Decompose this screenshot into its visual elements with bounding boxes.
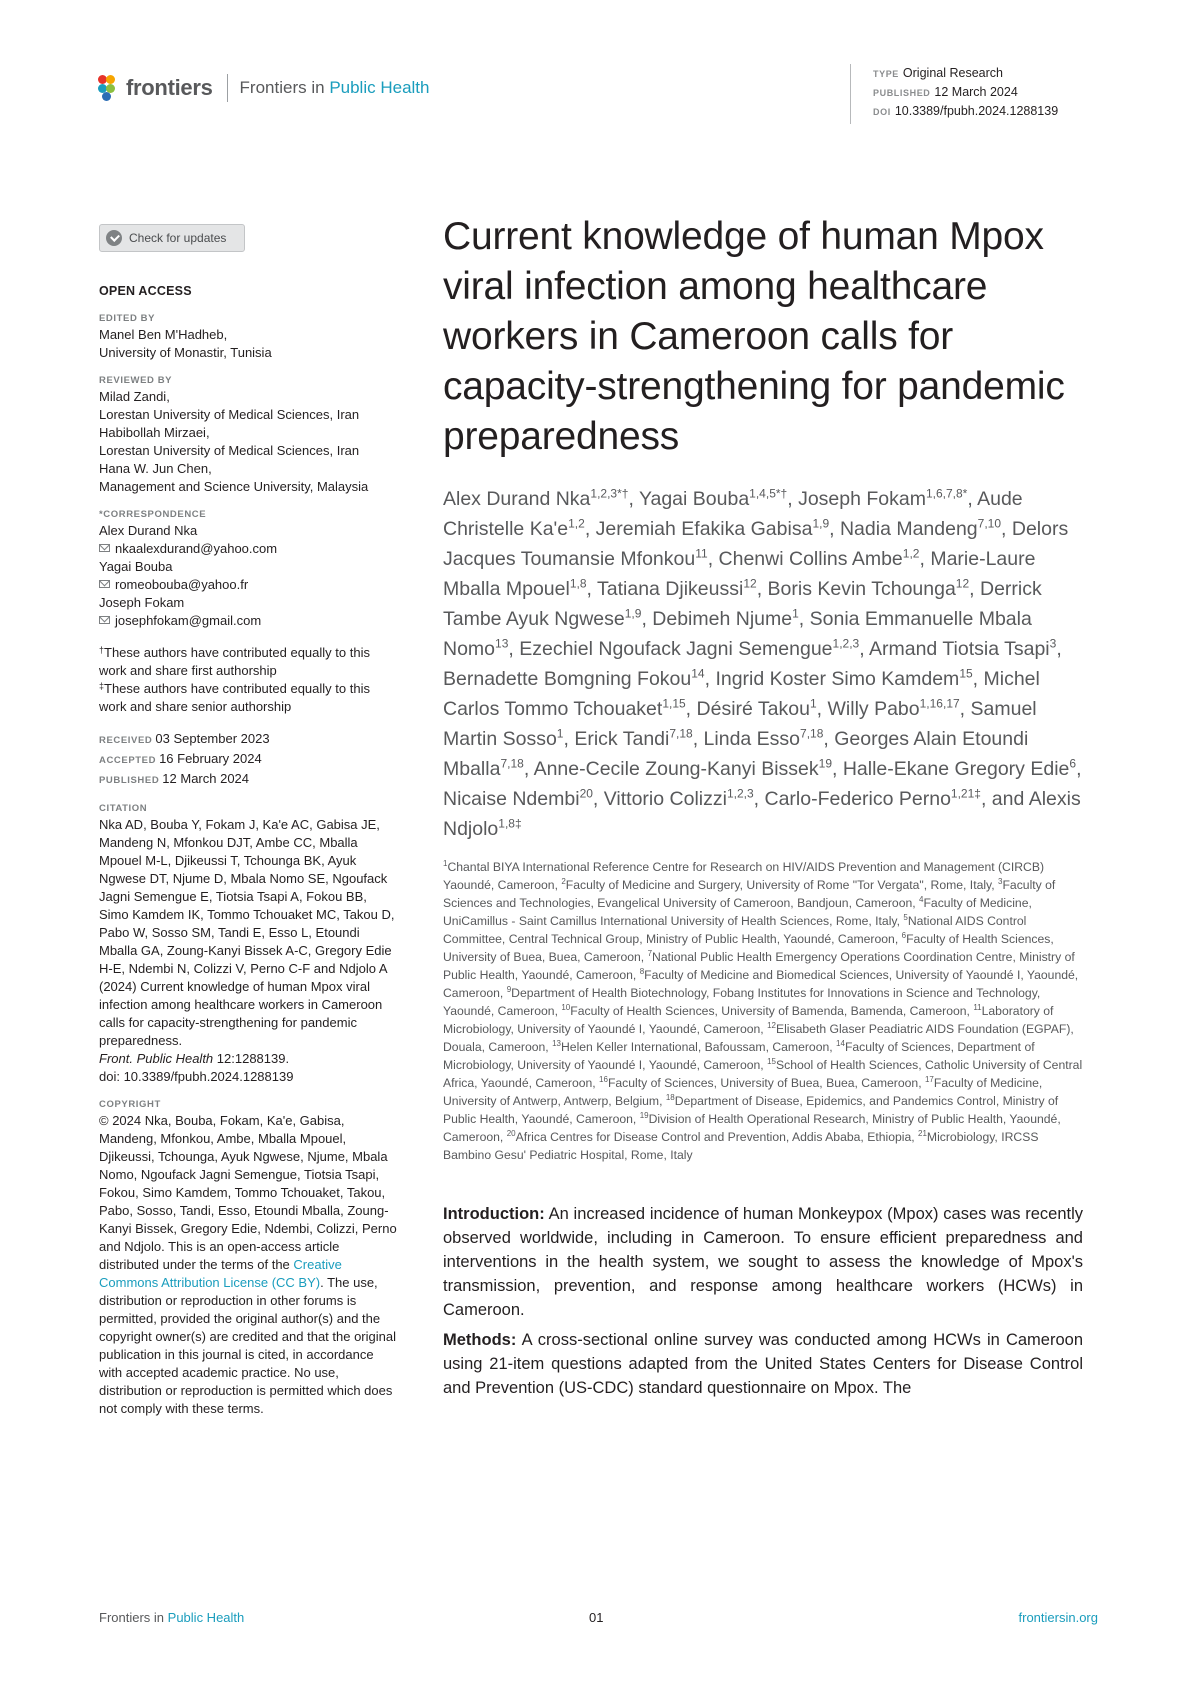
- affiliation-number: 16: [599, 1074, 608, 1084]
- author-affiliation-marker: 1,9: [812, 516, 830, 531]
- affiliation-text: Chantal BIYA International Reference Centre for Research on HIV/AIDS Prevention and Management (CIRCB) Yaoundé, Cameroon,: [443, 860, 1045, 892]
- author-affiliation-marker: 1,8: [569, 576, 587, 591]
- affiliation-number: 2: [561, 876, 566, 886]
- author-affiliation-marker: 13: [495, 636, 509, 651]
- meta-type: TYPE Original Research: [873, 66, 1003, 80]
- author-name[interactable]: Samuel Martin Sosso: [443, 698, 1037, 750]
- author-affiliation-marker: 1: [556, 726, 564, 741]
- copyright-label: COPYRIGHT: [99, 1099, 161, 1110]
- author-name[interactable]: Georges Alain Etoundi Mballa: [443, 728, 1029, 780]
- affiliation-text: School of Health Sciences, Catholic University of Central Africa, Yaoundé, Cameroon,: [443, 1058, 1083, 1090]
- author-name[interactable]: Anne-Cecile Zoung-Kanyi Bissek: [533, 758, 819, 780]
- author-notes: †These authors have contributed equally to this work and share first authorship ‡These authors have contributed equally to this work and share senior authorship: [99, 645, 370, 714]
- affiliation-text: Faculty of Medicine and Biomedical Sciences, University of Yaoundé I, Yaoundé, Cameroon,: [443, 968, 1079, 1000]
- author-affiliation-marker: 1,2,3: [832, 636, 860, 651]
- affiliation-number: 18: [665, 1092, 675, 1102]
- check-icon: [106, 230, 122, 246]
- affiliation-text: Division of Health Operational Research, Ministry of Public Health, Yaoundé, Cameroon,: [443, 1112, 1061, 1144]
- author-name[interactable]: Carlo-Federico Perno: [764, 788, 951, 810]
- affiliation-number: 14: [836, 1038, 845, 1048]
- affiliation-text: Africa Centres for Disease Control and Prevention, Addis Ababa, Ethiopia,: [515, 1130, 919, 1144]
- affiliation-number: 17: [924, 1074, 934, 1084]
- author-affiliation-marker: 12: [955, 576, 970, 591]
- author-affiliation-marker: 1,2,3: [726, 786, 754, 801]
- abstract: [443, 1202, 1083, 1400]
- mail-icon: [99, 580, 110, 588]
- reviewed-by-label: REVIEWED BY: [99, 375, 173, 386]
- author-name[interactable]: Erick Tandi: [574, 728, 670, 750]
- journal-name[interactable]: [240, 78, 430, 98]
- affiliation-text: National AIDS Control Committee, Central Technical Group, Ministry of Public Health, Yaoundé, Cameroon,: [443, 914, 1027, 946]
- logo-divider: [227, 74, 228, 102]
- affiliation-text: Faculty of Medicine, UniCamillus - Saint Camillus International University of Health Sciences, Rome, Italy,: [443, 896, 1032, 928]
- affiliation-number: 8: [639, 966, 645, 976]
- reviewed-by: Milad Zandi, Lorestan University of Medical Sciences, Iran Habibollah Mirzaei, Lorestan University of Medical Sciences, Iran Hana W. Jun Chen, Management and Science University, Malaysia: [99, 389, 369, 494]
- affiliation-number: 15: [767, 1056, 776, 1066]
- author-name[interactable]: Désiré Takou: [696, 698, 810, 720]
- author-affiliation-marker: 3: [1049, 636, 1057, 651]
- affiliation-number: 7: [647, 948, 653, 958]
- abstract-methods: Methods: A cross-sectional online survey was conducted among HCWs in Cameroon using 21-item questions adapted from the United States Centers for Disease Control and Prevention (US-CDC) standard questionnaire on Mpox. The: [443, 1331, 1083, 1397]
- affiliation-number: 3: [998, 876, 1003, 886]
- author-affiliation-marker: 1,4,5*†: [749, 486, 788, 501]
- meta-doi: DOI 10.3389/fpubh.2024.1288139: [873, 104, 1059, 118]
- author-name[interactable]: Linda Esso: [703, 728, 801, 750]
- author-name[interactable]: Yagai Bouba: [638, 488, 750, 510]
- author-name[interactable]: Aude Christelle Ka'e: [443, 488, 1023, 540]
- citation-label: CITATION: [99, 803, 148, 814]
- affiliation-number: 11: [973, 1002, 982, 1012]
- author-name[interactable]: Vittorio Colizzi: [603, 788, 727, 810]
- article-dates: RECEIVED 03 September 2023 ACCEPTED 16 February 2024 PUBLISHED 12 March 2024: [99, 731, 270, 786]
- author-affiliation-marker: 1,6,7,8*: [925, 486, 968, 501]
- frontiers-logo-icon: [98, 75, 120, 101]
- author-name[interactable]: Willy Pabo: [827, 698, 920, 720]
- license-link[interactable]: Creative Commons Attribution License (CC BY): [99, 1257, 342, 1290]
- affiliation-text: Faculty of Medicine and Surgery, University of Rome "Tor Vergata", Rome, Italy,: [565, 878, 999, 892]
- affiliation-text: Department of Health Biotechnology, Fobang Institutes for Innovations in Science and Technology, Yaoundé, Cameroon,: [443, 986, 1041, 1018]
- affiliation-text: Faculty of Health Sciences, University of Buea, Buea, Cameroon,: [443, 932, 1054, 964]
- affiliation-number: 12: [767, 1020, 776, 1030]
- affiliation-number: 5: [903, 912, 908, 922]
- author-name[interactable]: Halle-Ekane Gregory Edie: [842, 758, 1070, 780]
- author-affiliation-marker: 11: [695, 546, 708, 561]
- author-affiliation-marker: 12: [743, 576, 757, 591]
- footer-site-link[interactable]: frontiersin.org: [1018, 1610, 1098, 1625]
- author-name[interactable]: Ezechiel Ngoufack Jagni Semengue: [519, 638, 833, 660]
- affiliation-text: Helen Keller International, Bafoussam, Cameroon,: [560, 1040, 837, 1054]
- email-link[interactable]: nkaalexdurand@yahoo.com: [115, 541, 278, 556]
- correspondence-label: *CORRESPONDENCE: [99, 509, 207, 520]
- affiliation-number: 19: [639, 1110, 649, 1120]
- article-meta: [850, 64, 1058, 124]
- affiliation-number: 20: [506, 1128, 516, 1138]
- author-affiliation-marker: 1,8‡: [498, 816, 522, 831]
- affiliation-text: Department of Disease, Epidemics, and Pandemics Control, Ministry of Public Health, Yaoundé, Cameroon,: [443, 1094, 1059, 1126]
- author-affiliation-marker: 7,10: [977, 516, 1002, 531]
- citation: Nka AD, Bouba Y, Fokam J, Ka'e AC, Gabisa JE, Mandeng N, Mfonkou DJT, Ambe CC, Mballa Mpouel M-L, Djikeussi T, Tchounga BK, Ayuk Ngwese DT, Njume D, Mbala Nomo SE, Ngoufack Jagni Semengue E, Tiotsia Tsapi A, Fokou BB, Simo Kamdem IK, Tommo Tchouaket MC, Takou D, Pabo W, Sosso SM, Tandi E, Esso L, Etoundi Mballa GA, Zoung-Kanyi Bissek A-C, Gregory Edie H-E, Ndembi N, Colizzi V, Perno C-F and Ndjolo A (2024) Current knowledge of human Mpox viral infection among healthcare workers in Cameroon calls for capacity-strengthening for pandemic preparedness. Front. Public Health 12:1288139. doi: 10.3389/fpubh.2024.1288139: [99, 816, 399, 1086]
- correspondence: Alex Durand Nka nkaalexdurand@yahoo.com Yagai Bouba romeobouba@yahoo.fr Joseph Fokam josephfokam@gmail.com: [99, 523, 278, 628]
- affiliation-text: Faculty of Medicine, University of Antwerp, Antwerp, Belgium,: [443, 1076, 1043, 1108]
- author-affiliation-marker: 1: [809, 696, 817, 711]
- affiliation-text: Elisabeth Glaser Peadiatric AIDS Foundation (EGPAF), Douala, Cameroon,: [443, 1022, 1074, 1054]
- note-first-authorship: These authors have contributed equally to this work and share first authorship: [99, 645, 370, 678]
- affiliation-text: Faculty of Sciences, University of Buea, Buea, Cameroon,: [607, 1076, 925, 1090]
- affiliations: [443, 858, 1083, 1164]
- author-affiliation-marker: 14: [691, 666, 705, 681]
- author-name[interactable]: Marie-Laure Mballa Mpouel: [443, 548, 1036, 600]
- author-affiliation-marker: 7,18: [669, 726, 693, 741]
- mail-icon: [99, 544, 110, 552]
- affiliation-text: Faculty of Sciences and Technologies, Evangelical University of Cameroon, Bandjoun, Cameroon,: [443, 878, 1056, 910]
- author-affiliation-marker: 1,2: [902, 546, 920, 561]
- author-affiliation-marker: 1,9: [624, 606, 642, 621]
- page-number: 01: [589, 1610, 604, 1625]
- edited-by-label: EDITED BY: [99, 313, 156, 324]
- author-name[interactable]: Nadia Mandeng: [839, 518, 978, 540]
- email-link[interactable]: romeobouba@yahoo.fr: [115, 577, 249, 592]
- journal-accent: Public Health: [329, 78, 430, 97]
- author-affiliation-marker: 15: [959, 666, 973, 681]
- page-header: [98, 66, 1098, 130]
- affiliation-text: National Public Health Emergency Operations Coordination Centre, Ministry of Public Health, Yaoundé, Cameroon,: [443, 950, 1075, 982]
- check-updates-label: Check for updates: [129, 231, 227, 245]
- author-affiliation-marker: 6: [1069, 756, 1077, 771]
- author-affiliation-marker: 7,18: [500, 756, 524, 771]
- open-access-label: OPEN ACCESS: [99, 284, 192, 298]
- journal-prefix: Frontiers in: [239, 78, 325, 97]
- abstract-introduction: Introduction: An increased incidence of human Monkeypox (Mpox) cases was recently observed worldwide, including in Cameroon. To ensure efficient preparedness and interventions in the health system, we sought to assess the knowledge of Mpox's transmission, prevention, and response among healthcare workers (HCWs) in Cameroon.: [443, 1205, 1083, 1319]
- sidebar: [99, 224, 399, 1418]
- affiliation-number: 9: [506, 984, 512, 994]
- author-affiliation-marker: 1,2,3*†: [590, 486, 629, 501]
- author-affiliation-marker: 1: [792, 606, 799, 621]
- author-name[interactable]: Tatiana Djikeussi: [597, 578, 744, 600]
- affiliation-text: Laboratory of Microbiology, University of Yaoundé I, Yaoundé, Cameroon,: [443, 1004, 1054, 1036]
- affiliation-number: 6: [901, 930, 907, 940]
- author-name[interactable]: Joseph Fokam: [798, 488, 926, 510]
- author-name[interactable]: Jeremiah Efakika Gabisa: [595, 518, 813, 540]
- affiliation-text: Microbiology, IRCSS Bambino Gesu' Pediatric Hospital, Rome, Italy: [443, 1130, 1039, 1162]
- author-name[interactable]: Debimeh Njume: [652, 608, 793, 630]
- footer-journal[interactable]: Frontiers in Public Health: [99, 1610, 245, 1625]
- author-affiliation-marker: 19: [818, 756, 832, 771]
- author-name[interactable]: Alexis Ndjolo: [443, 788, 1081, 840]
- article-title: Current knowledge of human Mpox viral infection among healthcare workers in Cameroon calls for capacity-strengthening for pandemic preparedness: [443, 215, 1065, 458]
- author-name[interactable]: Alex Durand Nka: [443, 488, 591, 510]
- affiliation-number: 1: [443, 858, 448, 868]
- author-affiliation-marker: 1,15: [662, 696, 686, 711]
- author-name[interactable]: Derrick Tambe Ayuk Ngwese: [443, 578, 1042, 630]
- check-updates-button[interactable]: [99, 224, 245, 252]
- publisher-logo[interactable]: [98, 74, 429, 102]
- author-name[interactable]: Bernadette Bomgning Fokou: [443, 668, 692, 690]
- affiliation-number: 21: [918, 1128, 927, 1138]
- meta-published: PUBLISHED 12 March 2024: [873, 85, 1018, 99]
- author-name[interactable]: Nicaise Ndembi: [443, 788, 580, 810]
- note-senior-authorship: These authors have contributed equally to this work and share senior authorship: [99, 681, 370, 714]
- author-name[interactable]: Ingrid Koster Simo Kamdem: [715, 668, 960, 690]
- author-affiliation-marker: 7,18: [800, 726, 824, 741]
- author-affiliation-marker: 1,21‡: [950, 786, 981, 801]
- affiliation-number: 13: [552, 1038, 561, 1048]
- edited-by: Manel Ben M'Hadheb, University of Monastir, Tunisia: [99, 327, 272, 360]
- author-name[interactable]: Sonia Emmanuelle Mbala Nomo: [443, 608, 1032, 660]
- author-affiliation-marker: 20: [579, 786, 593, 801]
- author-affiliation-marker: 1,16,17: [919, 696, 960, 711]
- affiliation-number: 4: [919, 894, 924, 904]
- author-name[interactable]: Michel Carlos Tommo Tchouaket: [443, 668, 1040, 720]
- author-name[interactable]: Delors Jacques Toumansie Mfonkou: [443, 518, 1069, 570]
- mail-icon: [99, 616, 110, 624]
- email-link[interactable]: josephfokam@gmail.com: [115, 613, 262, 628]
- logo-text: frontiers: [126, 75, 213, 100]
- author-name[interactable]: Chenwi Collins Ambe: [718, 548, 903, 570]
- author-name[interactable]: Boris Kevin Tchounga: [767, 578, 956, 600]
- affiliation-number: 10: [561, 1002, 571, 1012]
- author-affiliation-marker: 1,2: [568, 516, 585, 531]
- author-list: Alex Durand Nka$^{1,2,3*\dagger}$, Yagai Bouba$^{1,4,5*\dagger}$, Joseph Fokam$^{1,6,7,8*}$, Aude Christelle $Ka'e^{1,2}$, Jeremiah Efakika Gabisa$^{1,9}$, Nadia Mandeng$^{7,10}$, Delors Jacques Toumansie Mfonkou$^{11}$, Chenwi Collins Ambe$^{1,2}$, Marie-Laure Mballa Mpouel$^{1,8}$, Tatiana Djikeussi$^{12}$, Boris Kevin Tchounga$^{12}$, Derrick Tambe Ayuk Ngwese$^{1,9}$, Debimeh Njume$^1$, Sonia Emmanuelle Mbala Nomo$^{13}$, Ezechiel Ngoufack Jagni Semengue$^{1,2,3}$, Armand Tiotsia Tsapi$^3$, Bernadette Bomgning Fokou$^{14}$, Ingrid Koster Simo Kamdem$^{15}$, Michel Carlos Tommo Tchouaket$^{1,15}$, Désiré Takou$^1$, Willy Pabo$^{1,16,17}$, Samuel Martin Sosso$^1$, Erick Tandi$^{7,18}$, Linda Esso$^{7,18}$, Georges Alain Etoundi Mballa$^{7,18}$, Anne-Cecile Zoung-Kanyi Bissek$^{19}$, Halle-Ekane Gregory Edie$^6$, Nicaise Ndembi$^{20}$, Vittorio Colizzi$^{1,2,3}$, Carlo-Federico Perno$^{1,21\ddagger}$, and Alexis Ndjolo$^{1,8\ddagger}$: [443, 486, 1082, 840]
- citation-doi[interactable]: doi: 10.3389/fpubh.2024.1288139: [99, 1069, 294, 1084]
- article-main: [443, 212, 1083, 1406]
- affiliation-text: Faculty of Health Sciences, University of Bamenda, Bamenda, Cameroon,: [570, 1004, 974, 1018]
- affiliation-text: Faculty of Sciences, Department of Microbiology, University of Yaoundé I, Yaoundé, Cameroon,: [443, 1040, 1035, 1072]
- author-name[interactable]: Armand Tiotsia Tsapi: [868, 638, 1050, 660]
- copyright: © 2024 Nka, Bouba, Fokam, Ka'e, Gabisa, Mandeng, Mfonkou, Ambe, Mballa Mpouel, Djikeussi, Tchounga, Ayuk Ngwese, Njume, Mbala Nomo, Ngoufack Jagni Semengue, Tiotsia Tsapi, Fokou, Simo Kamdem, Tommo Tchouaket, Takou, Pabo, Sosso, Tandi, Esso, Etoundi Mballa, Zoung-Kanyi Bissek, Gregory Edie, Ndembi, Colizzi, Perno and Ndjolo. This is an open-access article distributed under the terms of the Creative Commons Attribution License (CC BY). The use, distribution or reproduction in other forums is permitted, provided the original author(s) and the copyright owner(s) are credited and that the original publication in this journal is cited, in accordance with accepted academic practice. No use, distribution or reproduction is permitted which does not comply with these terms.: [99, 1113, 397, 1416]
